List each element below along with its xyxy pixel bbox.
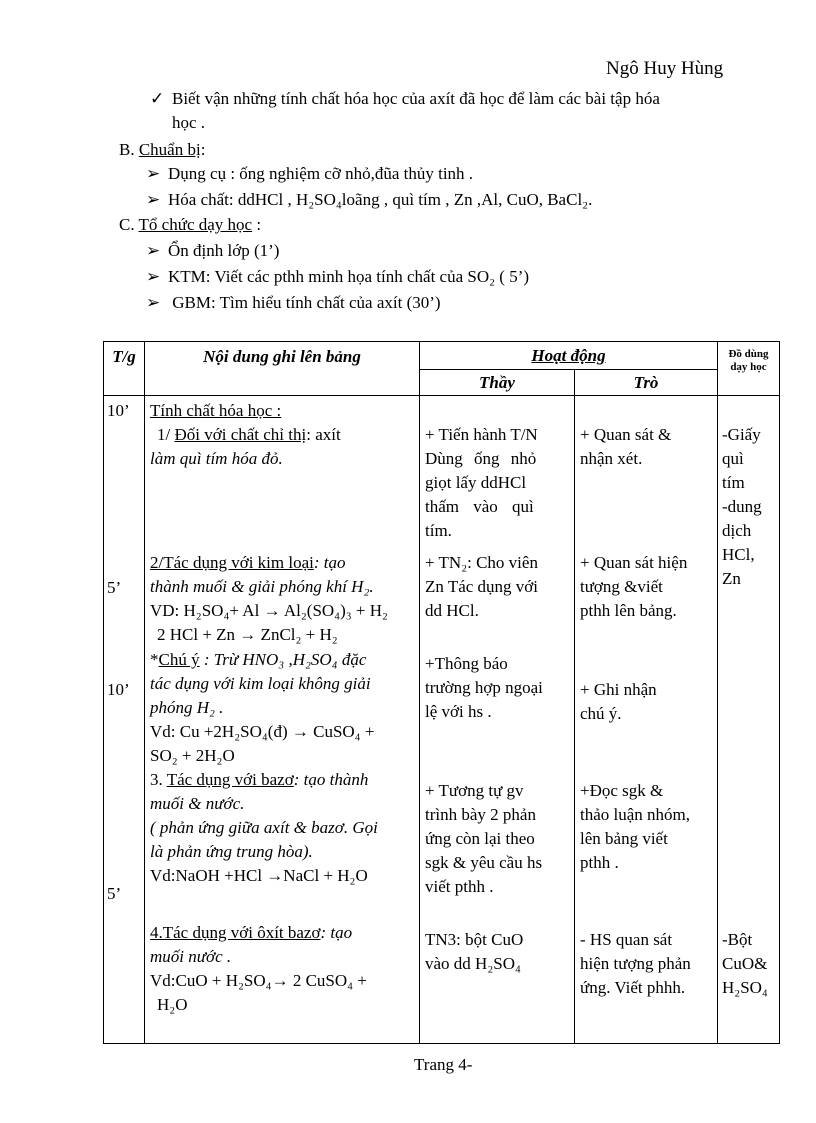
teacher-line: ứng còn lại theo — [425, 829, 535, 848]
arrow-bullet-icon: ➢ — [146, 164, 161, 183]
arrow-bullet-icon: ➢ — [146, 241, 161, 260]
teacher-line: trình bày 2 phản — [425, 805, 536, 824]
step-2-item: ➢ KTM: Viết các pthh minh họa tính chất của SO₂ ( 5’) — [146, 265, 529, 289]
header-teacher: Thầy — [420, 370, 575, 396]
student-line: tượng &viết — [580, 577, 663, 596]
content-line: phóng H₂ . — [150, 698, 224, 717]
header-activity: Hoạt động — [420, 342, 718, 370]
materials-line: CuO& — [722, 954, 768, 973]
equation-line: Vd: Cu +2H₂SO₄(đ) → CuSO₄ + — [150, 722, 375, 741]
teacher-column — [420, 396, 575, 1044]
teacher-line: Dùng ống nhỏ — [425, 449, 537, 468]
student-line: lên bảng viết — [580, 829, 668, 848]
materials-line: Zn — [722, 569, 741, 588]
tools-item: ➢ Dụng cụ : ống nghiệm cỡ nhỏ,đũa thủy tinh . — [146, 162, 473, 186]
step-1-item: ➢ Ổn định lớp (1’) — [146, 239, 279, 263]
content-line: ( phản ứng giữa axít & bazơ. Gọi — [150, 818, 378, 837]
arrow-bullet-icon: ➢ — [146, 267, 161, 286]
teacher-line: + TN₂: Cho viên — [425, 553, 538, 572]
materials-line: HCl, — [722, 545, 755, 564]
student-line: - HS quan sát — [580, 930, 673, 949]
student-line: ứng. Viết phhh. — [580, 978, 686, 997]
student-line: chú ý. — [580, 704, 622, 723]
header-materials: Đồ dùng dạy học — [718, 342, 780, 396]
content-column — [145, 396, 420, 1044]
objective-line-cont: học . — [172, 113, 206, 132]
time-value: 10’ — [107, 401, 130, 420]
content-line: muối nước . — [150, 947, 232, 966]
teacher-line: TN3: bột CuO — [425, 930, 524, 949]
teacher-line: tím. — [425, 521, 452, 540]
materials-column — [718, 396, 780, 1044]
content-line: thành muối & giải phóng khí H₂. — [150, 577, 374, 596]
equation-line: VD: H₂SO₄+ Al → Al₂(SO₄)₃ + H₂ — [150, 601, 388, 620]
teacher-line: viết pthh . — [425, 877, 494, 896]
time-value: 5’ — [107, 884, 122, 903]
teacher-line: + Tương tự gv — [425, 781, 524, 800]
content-line: tác dụng với kim loại không giải — [150, 674, 371, 693]
student-line: + Ghi nhận — [580, 680, 657, 699]
materials-line: tím — [722, 473, 745, 492]
teacher-line: giọt lấy ddHCl — [425, 473, 527, 492]
content-line: làm quì tím hóa đỏ. — [150, 449, 283, 468]
arrow-bullet-icon: ➢ — [146, 293, 161, 312]
lesson-table — [103, 341, 780, 1044]
teacher-line: + Tiến hành T/N — [425, 425, 538, 444]
equation-line: 2 HCl + Zn → ZnCl₂ + H₂ — [157, 625, 338, 644]
checkmark-icon: ✓ — [150, 89, 165, 108]
section-metal: 2/Tác dụng với kim loại: tạo — [150, 553, 346, 572]
step-3-item: ➢ GBM: Tìm hiểu tính chất của axít (30’) — [146, 291, 441, 315]
student-column — [575, 396, 718, 1044]
objective-line: ✓ Biết vận những tính chất hóa học của axít đã học để làm các bài tập hóa — [150, 87, 660, 111]
materials-line: quì — [722, 449, 744, 468]
teacher-line: dd HCl. — [425, 601, 479, 620]
arrow-bullet-icon: ➢ — [146, 190, 161, 209]
student-line: pthh lên bảng. — [580, 601, 677, 620]
student-line: thảo luận nhóm, — [580, 805, 691, 824]
materials-line: dịch — [722, 521, 752, 540]
header-student: Trò — [575, 370, 718, 396]
student-line: +Đọc sgk & — [580, 781, 664, 800]
author-name: Ngô Huy Hùng — [606, 58, 724, 79]
time-column — [104, 396, 145, 1044]
properties-title: Tính chất hóa học : — [150, 401, 282, 420]
student-line: + Quan sát hiện — [580, 553, 688, 572]
materials-line: -dung — [722, 497, 762, 516]
student-line: + Quan sát & — [580, 425, 672, 444]
teacher-line: thấm vào quì — [425, 497, 534, 516]
equation-line: Vd:NaOH +HCl →NaCl + H₂O — [150, 866, 368, 885]
page-footer: Trang 4- — [414, 1055, 473, 1074]
time-value: 10’ — [107, 680, 130, 699]
materials-line: -Giấy — [722, 425, 761, 444]
teacher-line: trường hợp ngoại — [425, 678, 543, 697]
teacher-line: sgk & yêu cầu hs — [425, 853, 543, 872]
teacher-line: Zn Tác dụng với — [425, 577, 539, 596]
equation-line: Vd:CuO + H₂SO₄→ 2 CuSO₄ + — [150, 971, 367, 990]
materials-line: H₂SO₄ — [722, 978, 768, 997]
content-line: là phản ứng trung hòa). — [150, 842, 313, 861]
teacher-line: vào dd H₂SO₄ — [425, 954, 521, 973]
header-time: T/g — [104, 342, 145, 396]
chemicals-item: ➢ Hóa chất: ddHCl , H₂SO₄loãng , quì tím , Zn ,Al, CuO, BaCl₂. — [146, 188, 592, 212]
section-b-heading: B. Chuẩn bị: — [119, 140, 206, 159]
section-base: 3. Tác dụng với bazơ: tạo thành — [150, 770, 369, 789]
header-content: Nội dung ghi lên bảng — [145, 342, 420, 396]
student-line: nhận xét. — [580, 449, 643, 468]
section-oxide: 4.Tác dụng với ôxít bazơ: tạo — [150, 923, 353, 942]
student-line: pthh . — [580, 853, 619, 872]
equation-line: SO₂ + 2H₂O — [150, 746, 235, 765]
section-c-heading: C. Tổ chức dạy học : — [119, 215, 262, 234]
teacher-line: +Thông báo — [425, 654, 508, 673]
teacher-line: lệ với hs . — [425, 702, 492, 721]
note-line: *Chú ý : Trừ HNO₃ ,H₂SO₄ đặc — [150, 650, 367, 669]
section-indicator: 1/ Đối với chất chỉ thị: axít — [157, 425, 341, 444]
time-value: 5’ — [107, 578, 122, 597]
materials-line: -Bột — [722, 930, 753, 949]
content-line: muối & nước. — [150, 794, 245, 813]
equation-line: H₂O — [157, 995, 188, 1014]
student-line: hiện tượng phản — [580, 954, 691, 973]
